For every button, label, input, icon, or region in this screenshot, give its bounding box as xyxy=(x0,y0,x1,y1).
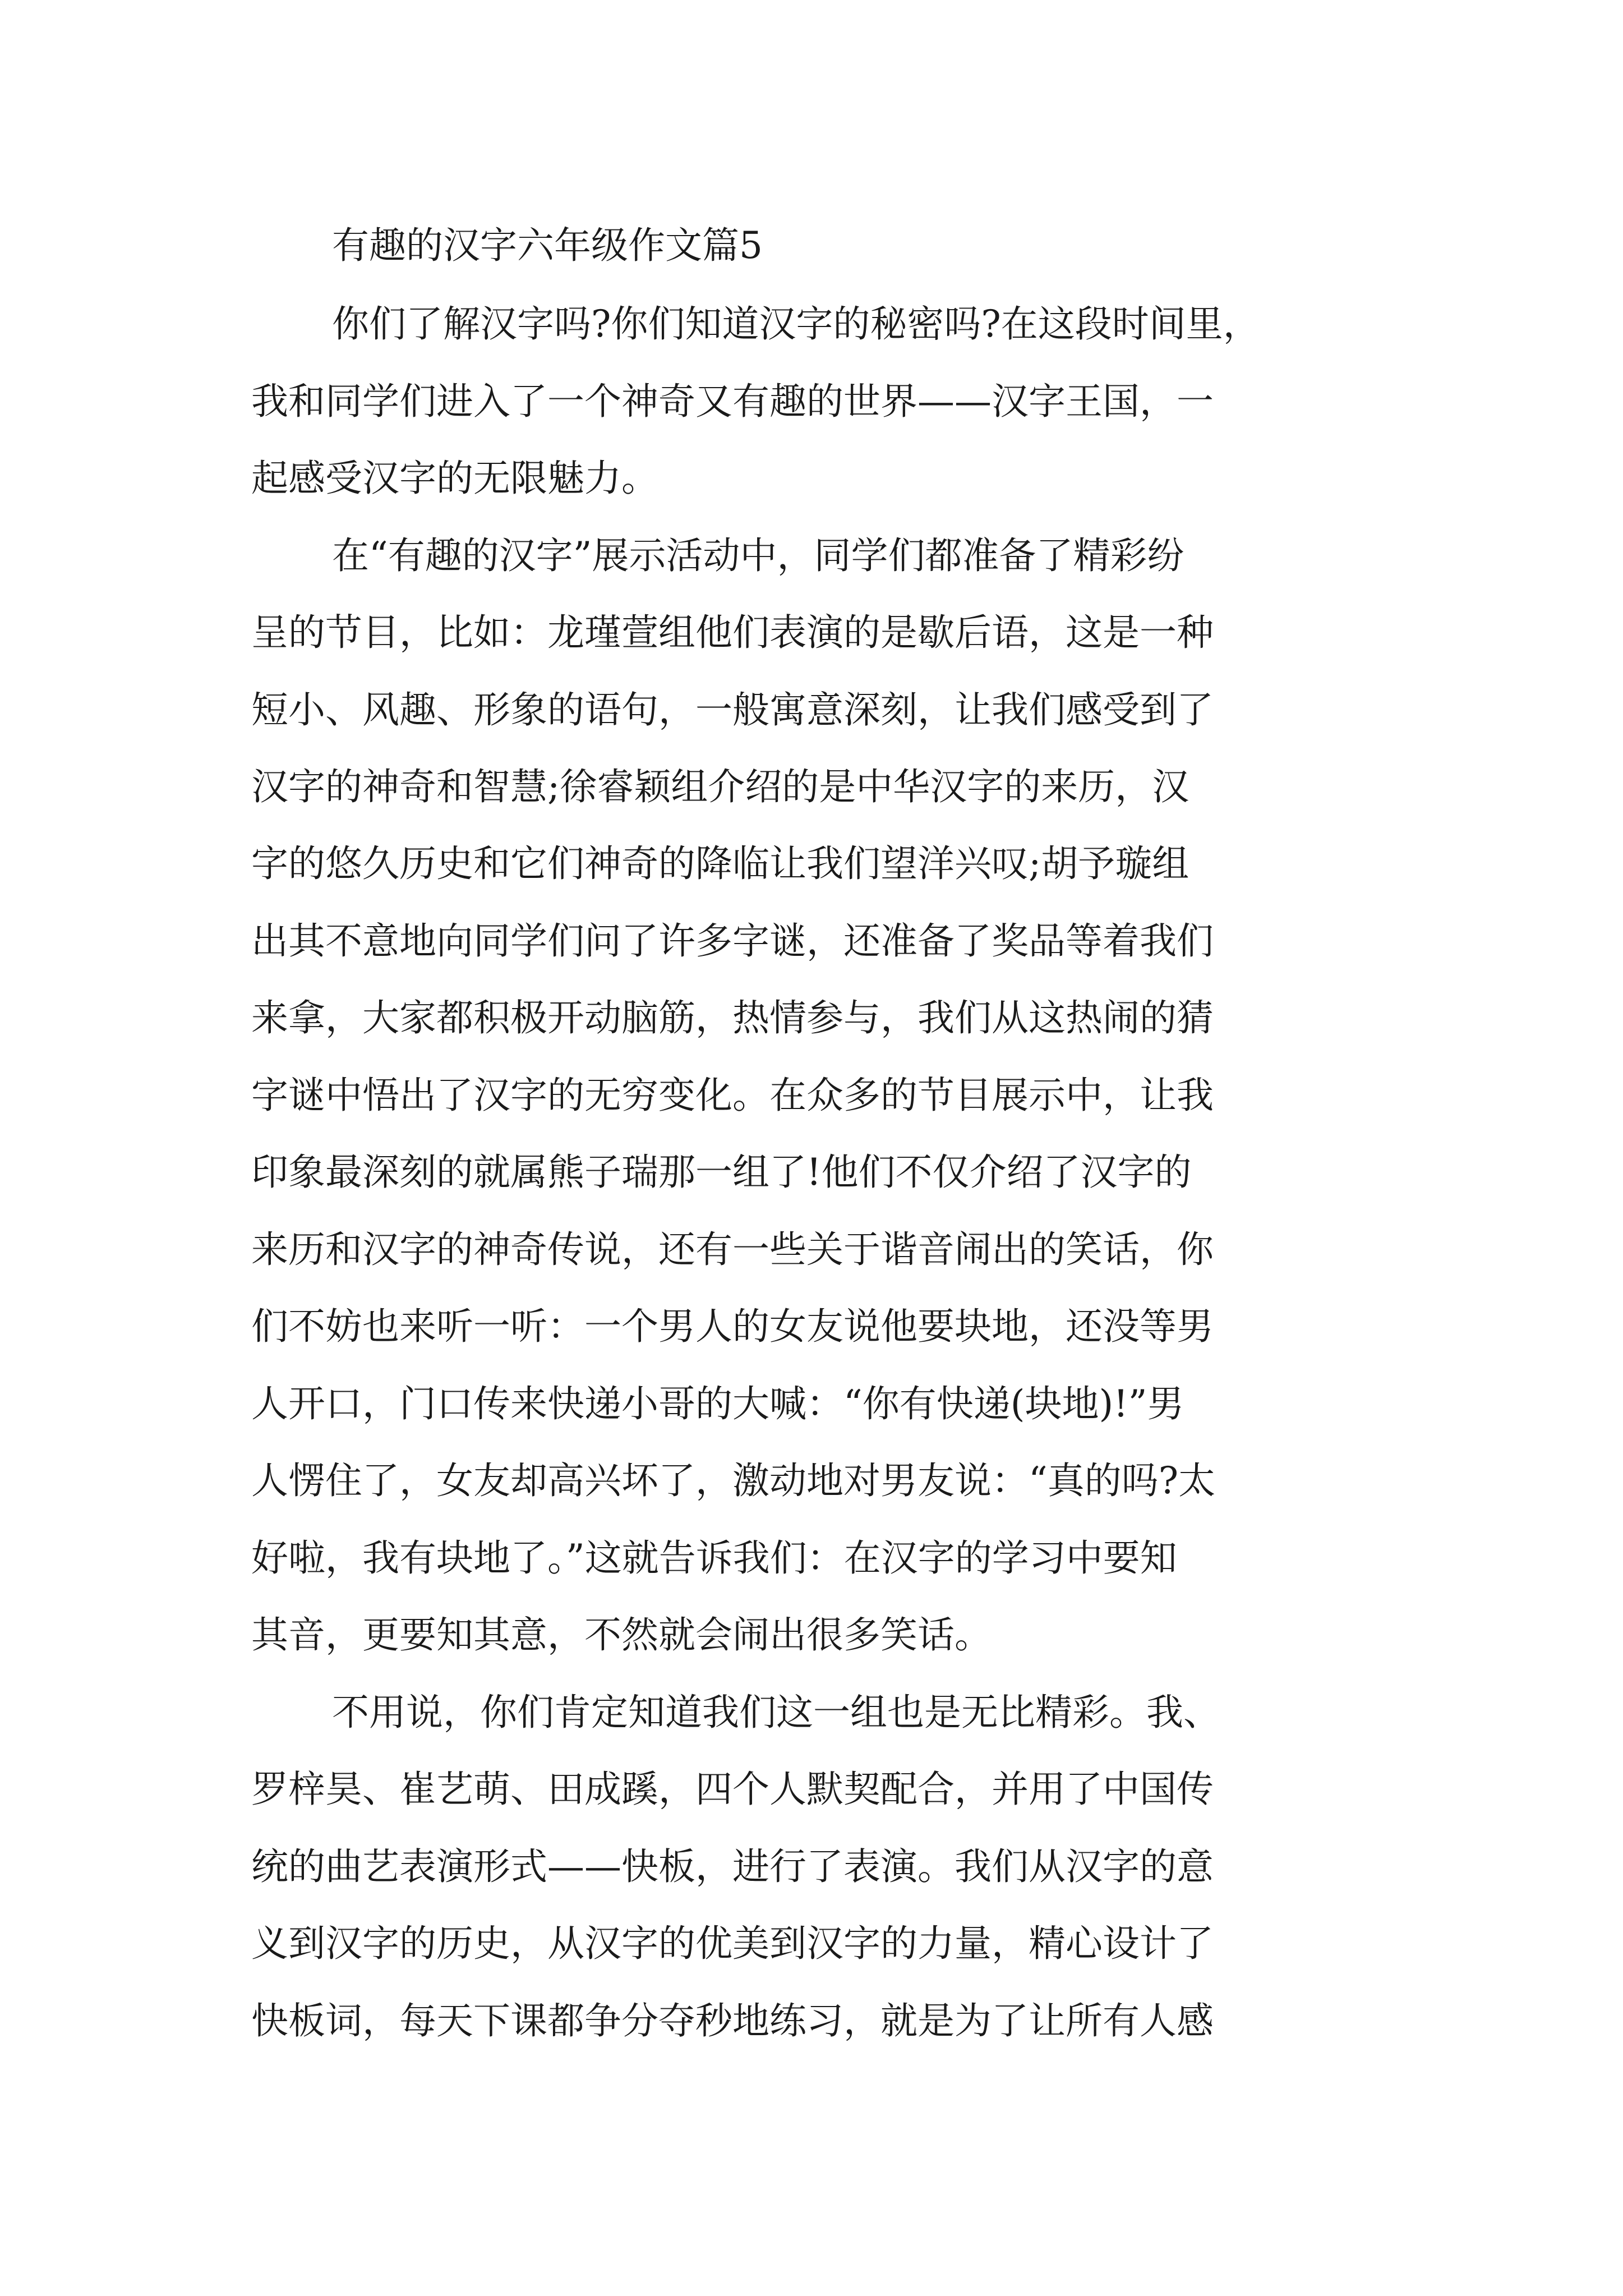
paragraph-2-line-6: 出其不意地向同学们问了许多字谜，还准备了奖品等着我们 xyxy=(251,919,1214,963)
paragraph-3-line-3: 统的曲艺表演形式——快板，进行了表演。我们从汉字的意 xyxy=(251,1845,1214,1888)
paragraph-1-line-1: 你们了解汉字吗?你们知道汉字的秘密吗?在这段时间里， xyxy=(332,302,1260,346)
paragraph-2-line-3: 短小、风趣、形象的语句，一般寓意深刻，让我们感受到了 xyxy=(251,688,1214,731)
paragraph-2-line-7: 来拿，大家都积极开动脑筋，热情参与，我们从这热闹的猜 xyxy=(251,996,1214,1039)
paragraph-2-line-2: 呈的节目，比如：龙瑾萱组他们表演的是歇后语，这是一种 xyxy=(251,611,1214,654)
essay-title: 有趣的汉字六年级作文篇5 xyxy=(332,224,763,267)
paragraph-2-line-14: 好啦，我有块地了。”这就告诉我们：在汉字的学习中要知 xyxy=(251,1536,1177,1580)
paragraph-2-line-5: 字的悠久历史和它们神奇的降临让我们望洋兴叹;胡予璇组 xyxy=(251,842,1189,885)
paragraph-1-line-3: 起感受汉字的无限魅力。 xyxy=(251,457,658,500)
paragraph-2-line-11: 们不妨也来听一听：一个男人的女友说他要块地，还没等男 xyxy=(251,1305,1214,1348)
paragraph-2-line-4: 汉字的神奇和智慧;徐睿颖组介绍的是中华汉字的来历，汉 xyxy=(251,765,1189,808)
paragraph-3-line-2: 罗梓昊、崔艺萌、田成蹊，四个人默契配合，并用了中国传 xyxy=(251,1768,1214,1811)
paragraph-2-line-8: 字谜中悟出了汉字的无穷变化。在众多的节目展示中，让我 xyxy=(251,1074,1214,1117)
paragraph-1-line-2: 我和同学们进入了一个神奇又有趣的世界——汉字王国，一 xyxy=(251,380,1214,423)
paragraph-2-line-10: 来历和汉字的神奇传说，还有一些关于谐音闹出的笑话，你 xyxy=(251,1228,1214,1271)
paragraph-2-line-12: 人开口，门口传来快递小哥的大喊：“你有快递(块地)!”男 xyxy=(251,1382,1184,1425)
paragraph-2-line-1: 在“有趣的汉字”展示活动中，同学们都准备了精彩纷 xyxy=(332,534,1184,577)
paragraph-2-line-13: 人愣住了，女友却高兴坏了，激动地对男友说：“真的吗?太 xyxy=(251,1459,1216,1502)
paragraph-3-line-1: 不用说，你们肯定知道我们这一组也是无比精彩。我、 xyxy=(332,1691,1220,1734)
paragraph-2-line-15: 其音，更要知其意，不然就会闹出很多笑话。 xyxy=(251,1613,992,1657)
paragraph-3-line-4: 义到汉字的历史，从汉字的优美到汉字的力量，精心设计了 xyxy=(251,1922,1214,1965)
paragraph-2-line-9: 印象最深刻的就属熊子瑞那一组了!他们不仅介绍了汉字的 xyxy=(251,1151,1192,1194)
paragraph-3-line-5: 快板词，每天下课都争分夺秒地练习，就是为了让所有人感 xyxy=(251,1999,1214,2042)
